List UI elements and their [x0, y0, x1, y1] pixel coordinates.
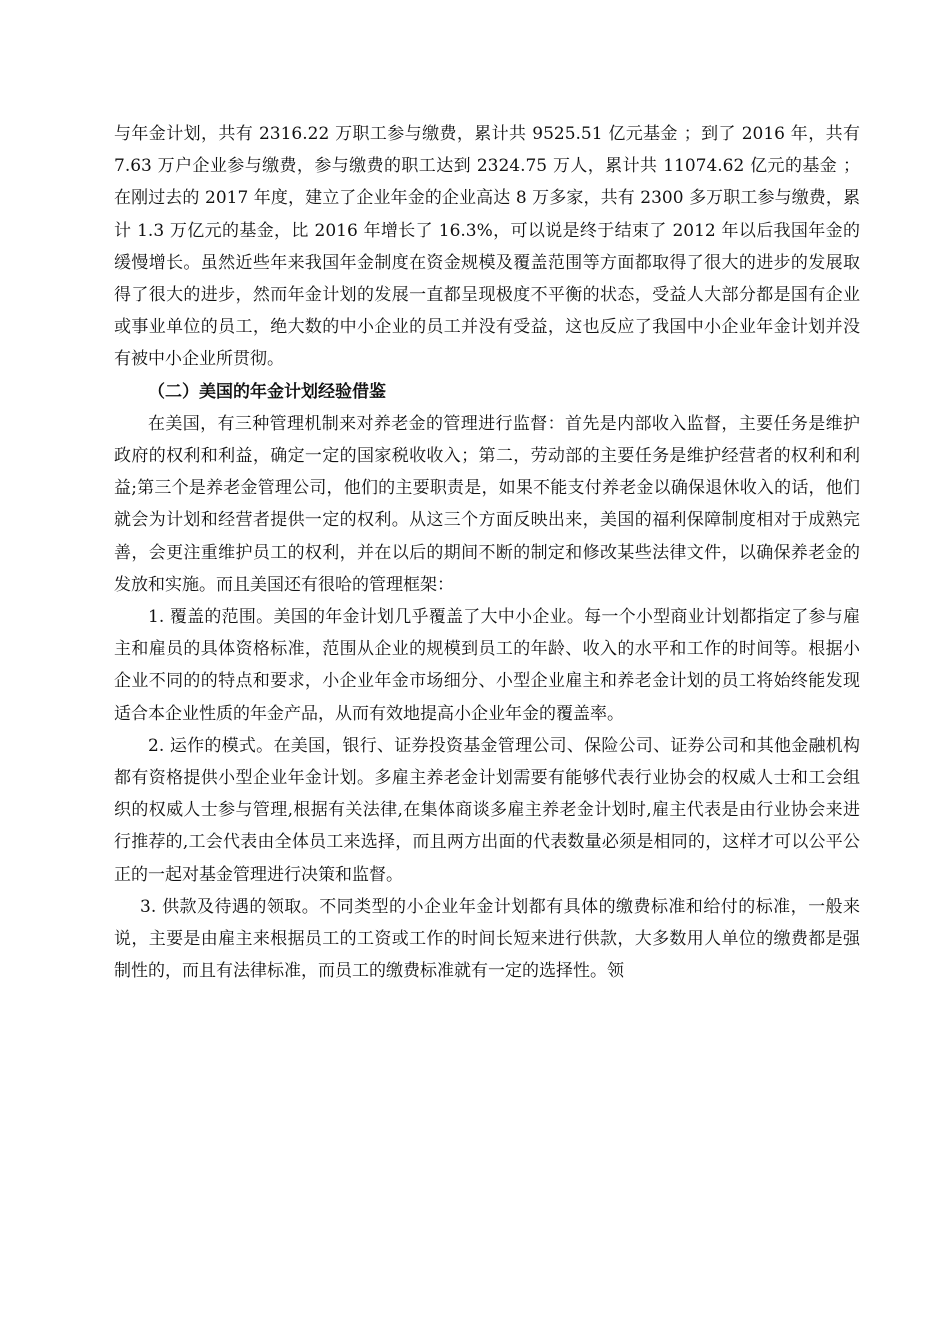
- list-item-contribution-benefits: 3. 供款及待遇的领取。不同类型的小企业年金计划都有具体的缴费标准和给付的标准，一般来说，主要是由雇主来根据员工的工资或工作的时间长短来进行供款，大多数用人单位的缴费都是强制性的，而且有法律标准，而员工的缴费标准就有一定的选择性。领: [114, 896, 860, 982]
- paragraph-china-annuity-growth: 与年金计划，共有 2316.22 万职工参与缴费，累计共 9525.51 亿元基金 ；到了 2016 年，共有 7.63 万户企业参与缴费，参与缴费的职工达到 2324.75 万人，累计共 11074.62 亿元的基金 ；在刚过去的 2017 年度，建立了企业年金的企业高达 8 万多家，共有 2300 多万职工参与缴费，累计 1.3 万亿元的基金，比 2016 年增长了 16.3%，可以说是终于结束了 2012 年以后我国年金的缓慢增长。虽然近些年来我国年金制度在资金规模及覆盖范围等方面都取得了很大的进步的发展取得了很大的进步，然而年金计划的发展一直都呈现极度不平衡的状态，受益人大部分都是国有企业或事业单位的员工，绝大数的中小企业的员工并没有受益，这也反应了我国中小企业年金计划并没有被中小企业所贯彻。: [114, 124, 860, 370]
- section-heading-us-annuity: （二）美国的年金计划经验借鉴: [148, 381, 386, 402]
- paragraph-us-supervision: 在美国，有三种管理机制来对养老金的管理进行监督：首先是内部收入监督，主要任务是维护政府的权利和利益，确定一定的国家税收收入；第二，劳动部的主要任务是维护经营者的权利和利益;第三个是养老金管理公司，他们的主要职责是，如果不能支付养老金以确保退休收入的话，他们就会为计划和经营者提供一定的权利。从这三个方面反映出来，美国的福利保障制度相对于成熟完善，会更注重维护员工的权利，并在以后的期间不断的制定和修改某些法律文件，以确保养老金的发放和实施。而且美国还有很哈的管理框架：: [114, 413, 860, 595]
- document-page: [114, 118, 860, 987]
- list-item-coverage: 1. 覆盖的范围。美国的年金计划几乎覆盖了大中小企业。每一个小型商业计划都指定了参与雇主和雇员的具体资格标准，范围从企业的规模到员工的年龄、收入的水平和工作的时间等。根据小企业不同的的特点和要求，小企业年金市场细分、小型企业雇主和养老金计划的员工将始终能发现适合本企业性质的年金产品，从而有效地提高小企业年金的覆盖率。: [114, 607, 860, 724]
- list-item-operation-mode: 2. 运作的模式。在美国，银行、证券投资基金管理公司、保险公司、证券公司和其他金融机构都有资格提供小型企业年金计划。多雇主养老金计划需要有能够代表行业协会的权威人士和工会组织的权威人士参与管理,根据有关法律,在集体商谈多雇主养老金计划时,雇主代表是由行业协会来进行推荐的,工会代表由全体员工来选择，而且两方出面的代表数量必须是相同的，这样才可以公平公正的一起对基金管理进行决策和监督。: [114, 735, 860, 885]
